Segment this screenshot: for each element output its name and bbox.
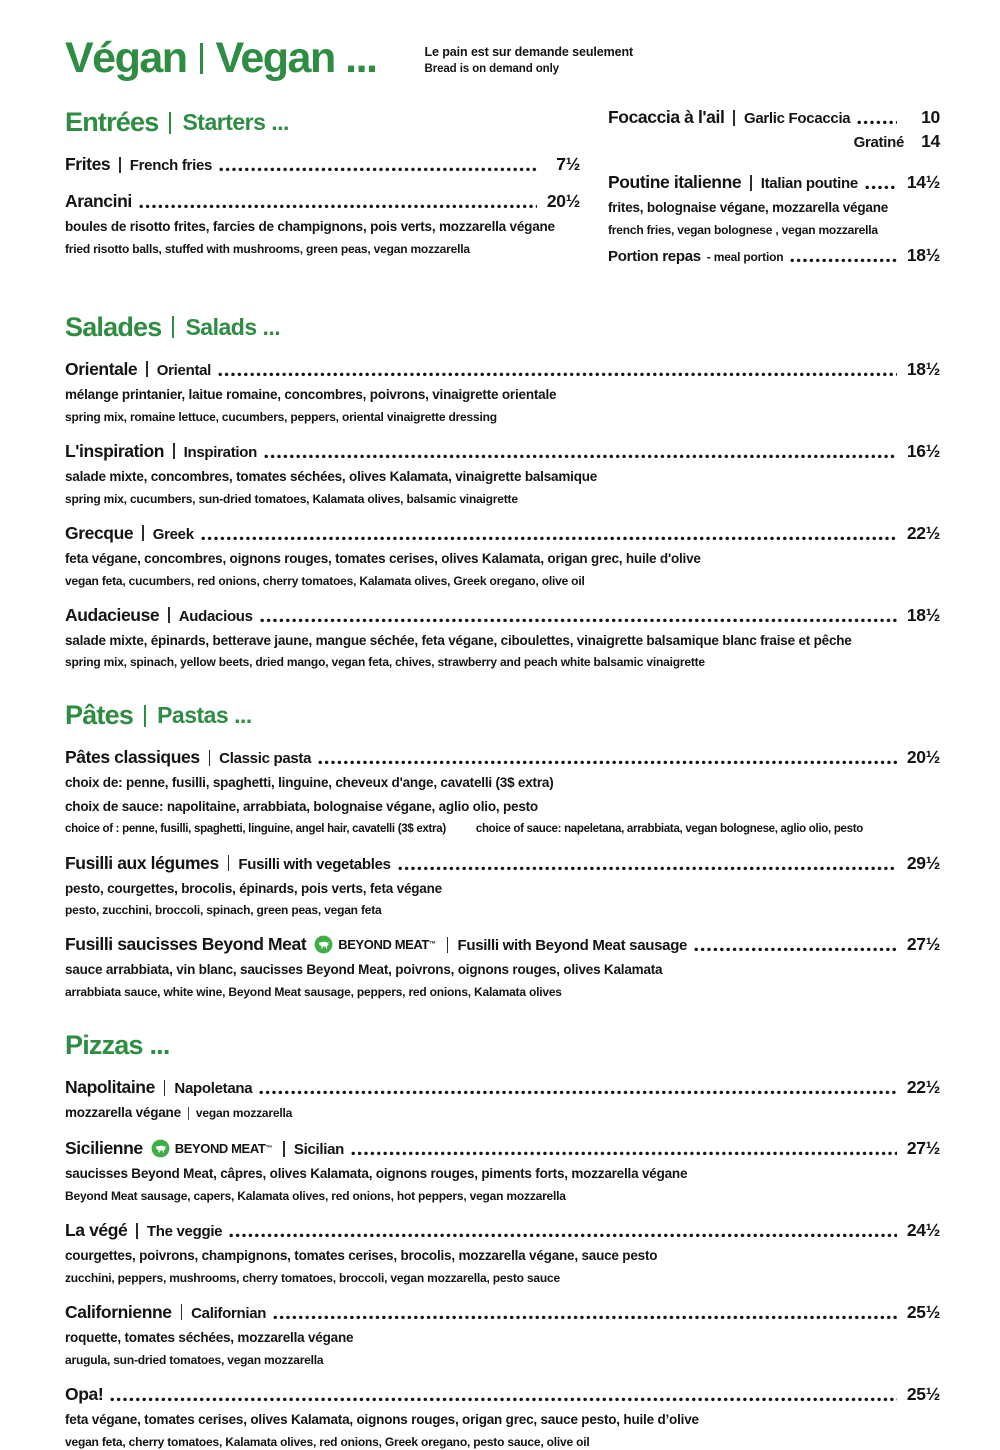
- item-desc-en: zucchini, peppers, mushrooms, cherry tomatoes, broccoli, vegan mozzarella, pesto sauce: [65, 1270, 560, 1285]
- dotted-leader: [790, 258, 897, 263]
- item-price: 14½: [906, 172, 940, 192]
- item-desc-fr: boules de risotto frites, farcies de champignons, pois verts, mozzarella végane: [65, 219, 555, 234]
- item-fusilli-beyond-meat: [65, 934, 940, 1000]
- item-name-en: Italian poutine: [760, 175, 858, 192]
- header-separator-bar: [172, 316, 174, 338]
- item-name-fr: Focaccia à l'ail: [608, 107, 725, 127]
- sides-column: [608, 107, 940, 282]
- item-name-fr: Opa!: [65, 1383, 104, 1404]
- section-salades: [65, 312, 940, 671]
- section-pizzas: [65, 1030, 940, 1449]
- item-frites: [65, 154, 580, 175]
- item-desc-fr: roquette, tomates séchées, mozzarella végane: [65, 1329, 354, 1345]
- item-desc-en: choice of sauce: napeletana, arrabbiata, vegan bolognese, aglio olio, pesto: [475, 823, 863, 836]
- item-desc-en: choice of : penne, fusilli, spaghetti, linguine, angel hair, cavatelli (3$ extra): [65, 823, 446, 836]
- item-name-en: Oriental: [156, 361, 212, 379]
- item-price: 27½: [906, 934, 940, 955]
- item-desc-en: spring mix, romaine lettuce, cucumbers, peppers, oriental vinaigrette dressing: [65, 409, 497, 424]
- header-salades-fr: Salades: [65, 311, 162, 342]
- item-price: 18½: [906, 358, 940, 379]
- variant-price: 14: [921, 131, 940, 151]
- page-title: [65, 34, 377, 83]
- item-name-en: Californian: [191, 1304, 267, 1322]
- item-name-en: Classic pasta: [219, 750, 312, 768]
- entrees-column: [65, 107, 580, 273]
- variant-label: Gratiné: [853, 134, 904, 151]
- header-pates-en: Pastas ...: [157, 702, 252, 729]
- item-desc-fr: choix de sauce: napolitaine, arrabbiata, bolognaise végane, aglio olio, pesto: [65, 799, 538, 815]
- item-name-fr: Sicilienne: [65, 1138, 143, 1159]
- item-name-en: French fries: [129, 157, 213, 174]
- focaccia-variant-row: [608, 131, 940, 152]
- item-price: 25½: [906, 1301, 940, 1322]
- item-name-fr: Pâtes classiques: [65, 747, 200, 768]
- item-napolitaine: [65, 1077, 940, 1122]
- name-separator-bar: [209, 750, 211, 766]
- masthead: [65, 34, 940, 83]
- desc-gap: [446, 822, 476, 836]
- item-name-fr: Grecque: [65, 522, 134, 543]
- item-desc-en: arugula, sun-dried tomatoes, vegan mozzarella: [65, 1352, 324, 1367]
- portion-label-en: - meal portion: [706, 249, 784, 264]
- item-desc-en: pesto, zucchini, broccoli, spinach, green peas, vegan feta: [65, 903, 382, 918]
- item-price: 10: [921, 107, 940, 127]
- item-desc-fr: saucisses Beyond Meat, câpres, olives Kalamata, oignons rouges, piments forts, mozzarella végane: [65, 1166, 688, 1182]
- dotted-leader: [218, 372, 897, 377]
- item-price: 24½: [906, 1220, 940, 1240]
- dotted-leader: [857, 120, 897, 125]
- item-price: 20½: [546, 191, 580, 211]
- item-desc-fr: mélange printanier, laitue romaine, concombres, poivrons, vinaigrette orientale: [65, 386, 557, 402]
- dotted-leader: [273, 1315, 897, 1320]
- item-desc-en: french fries, vegan bolognese , vegan mozzarella: [608, 222, 878, 237]
- entrees-columns: [65, 107, 940, 282]
- beyond-meat-wordmark: BEYOND MEAT: [174, 1141, 266, 1157]
- item-inspiration: [65, 441, 940, 507]
- item-name-en: Fusilli with Beyond Meat sausage: [457, 937, 688, 955]
- item-desc-fr: courgettes, poivrons, champignons, tomates cerises, brocolis, mozzarella végane, sauce pesto: [65, 1248, 658, 1263]
- item-name-fr: Arancini: [65, 191, 132, 211]
- item-la-vege: [65, 1220, 940, 1286]
- item-audacieuse: [65, 605, 940, 671]
- item-name-en: The veggie: [146, 1223, 223, 1240]
- item-focaccia: [608, 107, 940, 152]
- item-opa: [65, 1384, 940, 1450]
- name-separator-bar: [142, 525, 144, 541]
- title-separator-bar: [200, 43, 203, 74]
- name-separator-bar: [168, 607, 170, 623]
- item-name-fr: Orientale: [65, 358, 138, 379]
- item-desc-en: vegan feta, cucumbers, red onions, cherry tomatoes, Kalamata olives, Greek oregano, olive oil: [65, 573, 585, 588]
- portion-price: 18½: [906, 244, 940, 265]
- name-separator-bar: [733, 110, 735, 126]
- name-separator-bar: [447, 937, 449, 953]
- item-name-en: Audacious: [178, 607, 253, 625]
- poutine-portion-row: [608, 245, 940, 266]
- item-name-en: Sicilian: [293, 1141, 345, 1159]
- dotted-leader: [139, 204, 537, 209]
- item-sicilienne: [65, 1138, 940, 1204]
- item-name-fr: L'inspiration: [65, 440, 165, 461]
- item-desc-en: Beyond Meat sausage, capers, Kalamata olives, red onions, hot peppers, vegan mozzarella: [65, 1189, 566, 1203]
- item-name-fr: Frites: [65, 154, 111, 174]
- item-desc-fr: sauce arrabbiata, vin blanc, saucisses Beyond Meat, poivrons, oignons rouges, olives Kalamata: [65, 962, 663, 978]
- item-desc-en: spring mix, spinach, yellow beets, dried mango, vegan feta, chives, strawberry and peach white balsamic vinaigrette: [65, 655, 705, 670]
- bread-note: [425, 43, 634, 78]
- item-desc-en-pair: [65, 822, 940, 836]
- section-header-entrees: [65, 107, 580, 138]
- item-fusilli-legumes: [65, 853, 940, 919]
- item-name-en: Inspiration: [183, 443, 257, 461]
- header-entrees-fr: Entrées: [65, 107, 159, 137]
- item-desc-fr: choix de: penne, fusilli, spaghetti, linguine, cheveux d'ange, cavatelli (3$ extra): [65, 775, 554, 791]
- name-separator-bar: [283, 1141, 285, 1157]
- item-desc-fr: mozzarella végane: [65, 1105, 181, 1121]
- item-price: 29½: [906, 852, 940, 873]
- item-desc-fr: feta végane, tomates cerises, olives Kalamata, oignons rouges, origan grec, sauce pesto, huile d’olive: [65, 1411, 699, 1427]
- section-header-pizzas: [65, 1030, 940, 1061]
- item-pates-classiques: [65, 747, 940, 836]
- name-separator-bar: [119, 157, 121, 173]
- bread-note-en: Bread is on demand only: [424, 63, 559, 76]
- portion-label-fr: Portion repas: [608, 247, 701, 265]
- item-price: 22½: [906, 522, 940, 543]
- dotted-leader: [694, 947, 897, 952]
- trademark-mark: ™: [265, 1145, 273, 1153]
- trademark-mark: ™: [428, 941, 436, 949]
- dotted-leader: [201, 536, 897, 541]
- dotted-leader: [318, 760, 897, 765]
- beyond-meat-wordmark: BEYOND MEAT: [338, 937, 429, 953]
- item-orientale: [65, 359, 940, 425]
- item-desc-en: fried risotto balls, stuffed with mushrooms, green peas, vegan mozzarella: [65, 241, 470, 256]
- dotted-leader: [259, 1090, 897, 1095]
- item-desc-fr: feta végane, concombres, oignons rouges, tomates cerises, olives Kalamata, origan grec, huile d'olive: [65, 550, 701, 566]
- dotted-leader: [260, 618, 897, 623]
- item-name-fr: Poutine italienne: [608, 172, 742, 192]
- item-californienne: [65, 1302, 940, 1368]
- name-separator-bar: [750, 175, 752, 191]
- item-desc-inline: [65, 1105, 940, 1122]
- item-poutine: [608, 172, 940, 266]
- dotted-leader: [398, 866, 897, 871]
- name-separator-bar: [136, 1223, 138, 1239]
- name-separator-bar: [228, 855, 230, 871]
- dotted-leader: [110, 1397, 897, 1402]
- section-header-pates: [65, 700, 940, 731]
- dotted-leader: [219, 167, 537, 172]
- item-name-fr: Californienne: [65, 1301, 172, 1322]
- item-desc-fr: pesto, courgettes, brocolis, épinards, pois verts, feta végane: [65, 880, 442, 896]
- item-desc-fr: salade mixte, épinards, betterave jaune, mangue séchée, feta végane, ciboulettes, vinaigrette balsamique blanc fraise et pêche: [65, 632, 852, 648]
- header-separator-bar: [144, 705, 146, 727]
- item-name-en: Fusilli with vegetables: [238, 855, 391, 873]
- beyond-meat-logo: [151, 1139, 273, 1158]
- name-separator-bar: [146, 361, 148, 377]
- item-price: 16½: [906, 440, 940, 461]
- header-salades-en: Salads ...: [185, 313, 281, 340]
- desc-separator-bar: [188, 1107, 189, 1120]
- item-name-fr: Fusilli saucisses Beyond Meat: [65, 934, 307, 955]
- section-header-salades: [65, 312, 940, 343]
- item-name-en: Napoletana: [174, 1080, 253, 1098]
- dotted-leader: [865, 185, 897, 190]
- item-desc-en: vegan mozzarella: [195, 1106, 293, 1121]
- page-title-en: Vegan ...: [215, 34, 377, 82]
- beyond-meat-cow-icon: [151, 1139, 170, 1158]
- item-grecque: [65, 523, 940, 589]
- item-name-fr: Audacieuse: [65, 604, 160, 625]
- beyond-meat-logo: [314, 935, 436, 954]
- item-name-fr: Fusilli aux légumes: [65, 852, 219, 873]
- bread-note-fr: Le pain est sur demande seulement: [424, 45, 634, 59]
- beyond-meat-cow-icon: [314, 935, 333, 954]
- dotted-leader: [229, 1233, 897, 1238]
- name-separator-bar: [181, 1304, 183, 1320]
- name-separator-bar: [173, 443, 175, 459]
- section-pates: [65, 700, 940, 1000]
- dotted-leader: [264, 454, 897, 459]
- item-name-en: Greek: [152, 525, 194, 543]
- item-desc-fr: frites, bolognaise végane, mozzarella végane: [608, 200, 889, 215]
- header-pizzas-fr: Pizzas ...: [65, 1030, 170, 1061]
- item-name-en: Garlic Focaccia: [743, 110, 851, 127]
- item-arancini: [65, 191, 580, 257]
- item-price: 27½: [906, 1138, 940, 1159]
- item-price: 7½: [556, 154, 580, 174]
- item-price: 22½: [906, 1077, 940, 1098]
- item-price: 20½: [906, 747, 940, 768]
- item-price: 18½: [906, 604, 940, 625]
- item-price: 25½: [906, 1383, 940, 1404]
- item-name-fr: La végé: [65, 1220, 128, 1240]
- header-pates-fr: Pâtes: [65, 700, 134, 731]
- header-entrees-en: Starters ...: [182, 109, 289, 135]
- item-desc-en: spring mix, cucumbers, sun-dried tomatoes, Kalamata olives, balsamic vinaigrette: [65, 491, 518, 506]
- dotted-leader: [351, 1151, 897, 1156]
- item-desc-fr: salade mixte, concombres, tomates séchées, olives Kalamata, vinaigrette balsamique: [65, 468, 598, 484]
- header-separator-bar: [169, 112, 171, 134]
- name-separator-bar: [164, 1080, 166, 1096]
- page-title-fr: Végan: [65, 34, 187, 82]
- item-name-fr: Napolitaine: [65, 1077, 155, 1098]
- item-desc-en: vegan feta, cherry tomatoes, Kalamata olives, red onions, Greek oregano, pesto sauce, olive oil: [65, 1434, 590, 1449]
- item-desc-en: arrabbiata sauce, white wine, Beyond Meat sausage, peppers, red onions, Kalamata olives: [65, 985, 562, 1000]
